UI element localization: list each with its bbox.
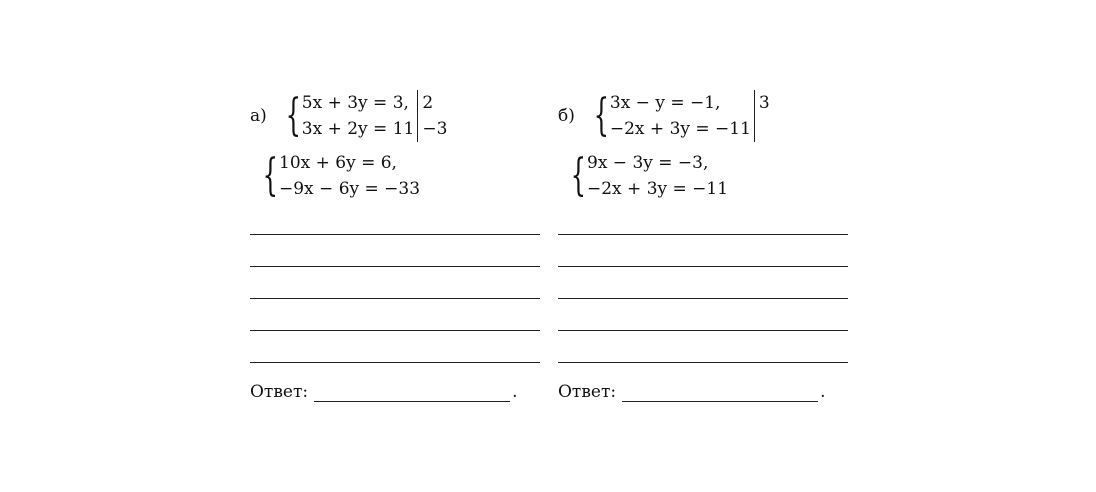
answer-label: Ответ: [558, 382, 617, 402]
system-scaled [558, 150, 848, 202]
writing-line[interactable] [558, 298, 848, 299]
writing-line[interactable] [558, 330, 848, 331]
writing-lines [558, 234, 848, 394]
answer-field[interactable] [622, 383, 818, 402]
equation-list [302, 90, 415, 142]
equation-list [587, 150, 728, 202]
brace-icon: { [285, 90, 301, 141]
writing-line[interactable] [250, 298, 540, 299]
writing-line[interactable] [250, 330, 540, 331]
problem-letter: а) [250, 106, 267, 126]
multiplier: −3 [422, 119, 448, 139]
equation: −9x − 6y = −33 [279, 179, 421, 199]
problem-letter: б) [558, 106, 575, 126]
writing-line[interactable] [558, 234, 848, 235]
multiplier: 2 [422, 93, 434, 113]
brace-icon: { [593, 90, 609, 141]
answer-field[interactable] [314, 383, 510, 402]
writing-lines [250, 234, 540, 394]
problem-a [250, 90, 540, 402]
writing-line[interactable] [250, 266, 540, 267]
answer-row [558, 382, 826, 402]
multipliers [417, 90, 447, 142]
writing-line[interactable] [558, 362, 848, 363]
answer-row [250, 382, 518, 402]
answer-label: Ответ: [250, 382, 309, 402]
system-original [558, 90, 848, 142]
equation-list [610, 90, 751, 142]
equation: 10x + 6y = 6, [279, 153, 397, 173]
writing-line[interactable] [558, 266, 848, 267]
system-original [250, 90, 540, 142]
system-scaled [250, 150, 540, 202]
equation: −2x + 3y = −11 [587, 179, 729, 199]
writing-line[interactable] [250, 362, 540, 363]
multiplier [759, 116, 770, 142]
problem-b [558, 90, 848, 402]
equation: 3x − y = −1, [609, 93, 721, 113]
equation: 3x + 2y = 11 [301, 119, 415, 139]
equation: 9x − 3y = −3, [587, 153, 709, 173]
brace-icon: { [262, 150, 278, 201]
multiplier: 3 [758, 93, 770, 113]
writing-line[interactable] [250, 234, 540, 235]
equation-list [279, 150, 420, 202]
answer-period: . [512, 382, 518, 402]
equation: −2x + 3y = −11 [609, 119, 751, 139]
brace-icon: { [570, 150, 586, 201]
equation: 5x + 3y = 3, [301, 93, 409, 113]
answer-period: . [820, 382, 826, 402]
multipliers [754, 90, 770, 142]
